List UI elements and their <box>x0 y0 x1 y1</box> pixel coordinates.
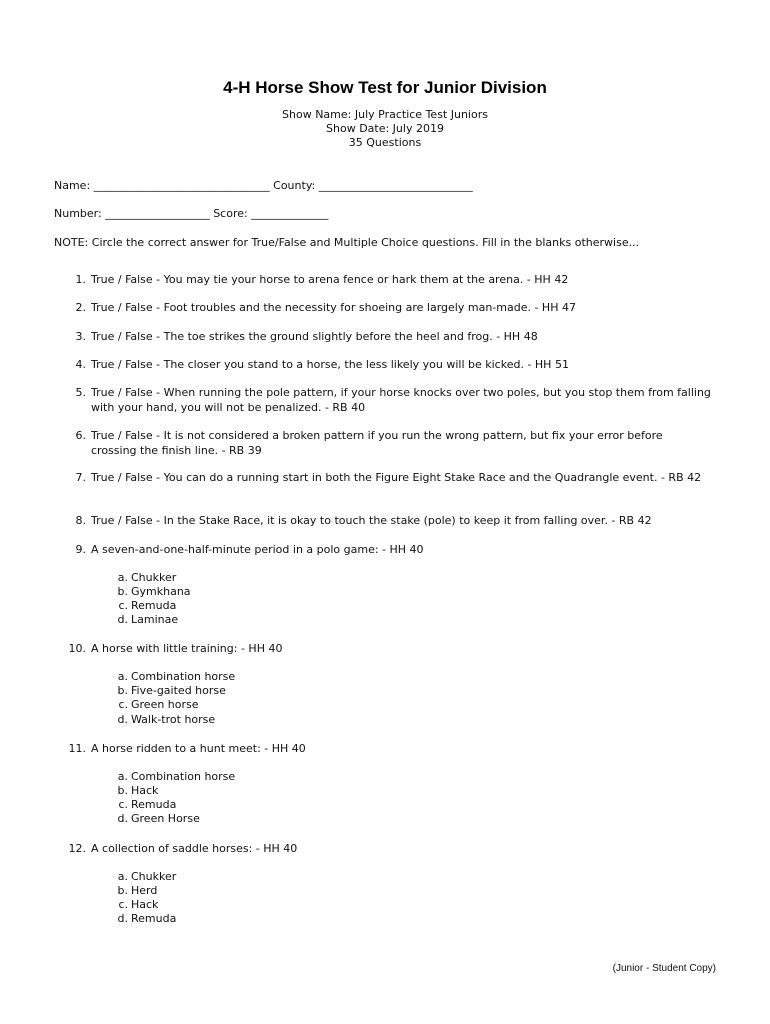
option-label: a. <box>117 870 128 883</box>
question-number: 6. <box>75 429 86 442</box>
option-text: Chukker <box>131 571 177 584</box>
show-date: Show Date: July 2019 <box>326 122 444 135</box>
option-label: c. <box>118 599 128 612</box>
option-text: Chukker <box>131 870 177 883</box>
option-label: a. <box>117 670 128 683</box>
question-text: True / False - Foot troubles and the necessity for shoeing are largely man-made. - HH 47 <box>91 301 576 314</box>
question-number: 5. <box>75 386 86 399</box>
option-text: Laminae <box>131 613 179 626</box>
question-number: 8. <box>75 514 86 527</box>
question-number: 12. <box>68 842 86 855</box>
question-text: True / False - In the Stake Race, it is okay to touch the stake (pole) to keep it from falling over. - RB 42 <box>91 514 652 527</box>
copy-label: (Junior - Student Copy) <box>612 963 716 974</box>
option-text: Combination horse <box>131 670 236 683</box>
question-text: A seven-and-one-half-minute period in a polo game: - HH 40 <box>91 543 424 556</box>
show-name: Show Name: July Practice Test Juniors <box>282 108 488 121</box>
page-title: 4-H Horse Show Test for Junior Division <box>223 78 547 97</box>
option-text: Remuda <box>131 798 177 811</box>
option-text: Walk-trot horse <box>131 713 216 726</box>
question-text: True / False - It is not considered a broken pattern if you run the wrong pattern, but fix your error before crossing the finish line. - RB 39 <box>91 429 663 457</box>
option-text: Hack <box>131 898 159 911</box>
question-text: A horse with little training: - HH 40 <box>91 642 283 655</box>
option-label: d. <box>117 613 128 626</box>
question-number: 7. <box>75 471 86 484</box>
option-text: Remuda <box>131 599 177 612</box>
question-number: 10. <box>68 642 86 655</box>
option-text: Green horse <box>131 698 199 711</box>
question-text: A collection of saddle horses: - HH 40 <box>91 842 298 855</box>
instructions-note: NOTE: Circle the correct answer for True/False and Multiple Choice questions. Fill in the blanks otherwise... <box>54 236 640 249</box>
option-label: d. <box>117 812 128 825</box>
option-label: c. <box>118 698 128 711</box>
question-number: 1. <box>75 273 86 286</box>
option-text: Hack <box>131 784 159 797</box>
question-text: True / False - When running the pole pattern, if your horse knocks over two poles, but you stop them from falling with your hand, you will not be penalized. - RB 40 <box>91 386 711 414</box>
question-count: 35 Questions <box>348 136 422 149</box>
option-label: d. <box>117 713 128 726</box>
option-label: b. <box>117 684 128 697</box>
option-label: b. <box>117 784 128 797</box>
option-text: Herd <box>131 884 158 897</box>
option-text: Five-gaited horse <box>131 684 226 697</box>
option-label: b. <box>117 884 128 897</box>
option-label: c. <box>118 898 128 911</box>
question-text: True / False - The closer you stand to a horse, the less likely you will be kicked. - HH 51 <box>91 358 569 371</box>
option-text: Remuda <box>131 912 177 925</box>
option-text: Combination horse <box>131 770 236 783</box>
option-label: c. <box>118 798 128 811</box>
option-label: a. <box>117 770 128 783</box>
question-text: True / False - The toe strikes the ground slightly before the heel and frog. - HH 48 <box>91 330 538 343</box>
option-text: Green Horse <box>131 812 200 825</box>
question-number: 11. <box>68 742 86 755</box>
question-text: A horse ridden to a hunt meet: - HH 40 <box>91 742 306 755</box>
question-number: 3. <box>75 330 86 343</box>
number-score-line: Number: ___________________ Score: ______________ <box>54 207 329 220</box>
option-label: a. <box>117 571 128 584</box>
option-text: Gymkhana <box>131 585 191 598</box>
question-number: 9. <box>75 543 86 556</box>
option-label: b. <box>117 585 128 598</box>
option-label: d. <box>117 912 128 925</box>
question-number: 4. <box>75 358 86 371</box>
question-text: True / False - You can do a running start in both the Figure Eight Stake Race and the Quadrangle event. - RB 42 <box>91 471 702 484</box>
name-county-line: Name: ________________________________ County: ____________________________ <box>54 179 473 192</box>
question-number: 2. <box>75 301 86 314</box>
question-text: True / False - You may tie your horse to arena fence or hark them at the arena. - HH 42 <box>91 273 569 286</box>
